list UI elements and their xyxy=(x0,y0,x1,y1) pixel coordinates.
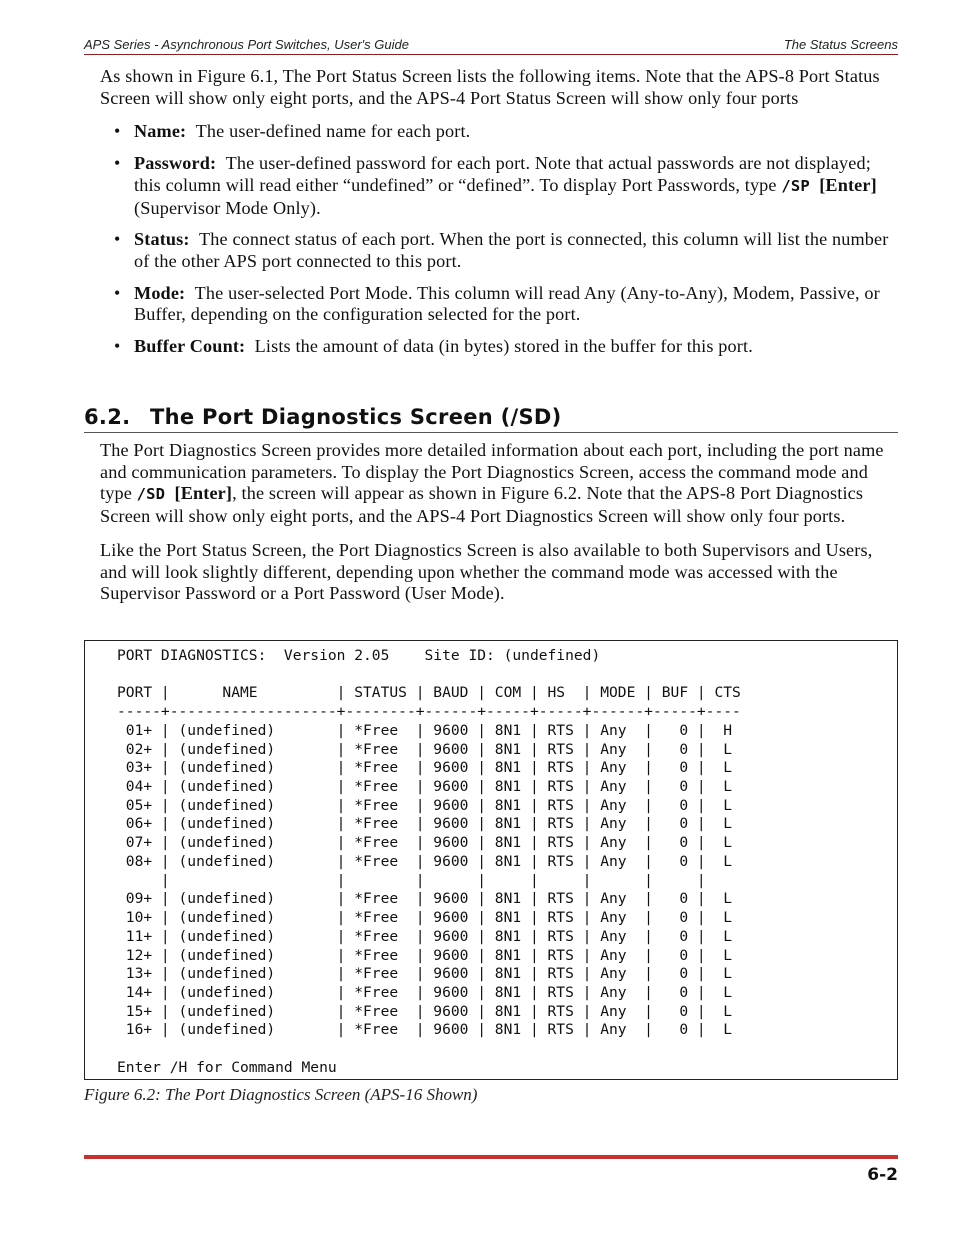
command-sd: /SD xyxy=(136,485,166,504)
desc-name: The user-defined name for each port. xyxy=(195,121,471,142)
intro-paragraph: As shown in Figure 6.1, The Port Status Screen lists the following items. Note that the APS-8 Port Status Screen will show only eight ports, and the APS-4 Port Status Screen will show only four ports xyxy=(100,66,880,108)
command-sp: /SP xyxy=(781,176,810,195)
term-password: Password: xyxy=(134,153,217,174)
desc-password-tail: (Supervisor Mode Only). xyxy=(134,197,321,218)
term-name: Name: xyxy=(134,121,187,142)
bullet-icon: • xyxy=(114,282,121,303)
terminal-screen-text: PORT DIAGNOSTICS: Version 2.05 Site ID: (undefined) PORT | NAME | STATUS | BAUD | COM | HS | MODE | BUF | CTS -----+-------------------+--------+------+-----+-----+------+-----+---- 01+ | (undefined) | *Free | 9600 | 8N1 | RTS | Any | 0 | H 02+ | (undefined) | *Free | 9600 | 8N1 | RTS | Any | 0 | L 03+ | (undefined) | *Free | 9600 | 8N1 | RTS | Any | 0 | L 04+ | (undefined) | *Free | 9600 | 8N1 | RTS | Any | 0 | L 05+ | (undefined) | *Free | 9600 | 8N1 | RTS | Any | 0 | L 06+ | (undefined) | *Free | 9600 | 8N1 | RTS | Any | 0 | L 07+ | (undefined) | *Free | 9600 | 8N1 | RTS | Any | 0 | L 08+ | (undefined) | *Free | 9600 | 8N1 | RTS | Any | 0 | L | | | | | | | | 09+ | (undefined) | *Free | 9600 | 8N1 | RTS | Any | 0 | L 10+ | (undefined) | *Free | 9600 | 8N1 | RTS | Any | 0 | L 11+ | (undefined) | *Free | 9600 | 8N1 | RTS | Any | 0 | L 12+ | (undefined) | *Free | 9600 | 8N1 | RTS | Any | 0 | L 13+ | (undefined) | *Free | 9600 | 8N1 | RTS | Any | 0 | L 14+ | (undefined) | *Free | 9600 | 8N1 | RTS | Any | 0 | L 15+ | (undefined) | *Free | 9600 | 8N1 | RTS | Any | 0 | L 16+ | (undefined) | *Free | 9600 | 8N1 | RTS | Any | 0 | L Enter /H for Command Menu xyxy=(117,647,741,1076)
intro-block xyxy=(100,66,898,368)
desc-buffer-count: Lists the amount of data (in bytes) stored in the buffer for this port. xyxy=(254,336,753,357)
section-heading xyxy=(84,402,898,433)
diagnostics-paragraph-2: Like the Port Status Screen, the Port Diagnostics Screen is also available to both Supervisors and Users, and will look slightly different, depending upon whether the command mode was accessed with the Supervisor Password or a Port Password (User Mode). xyxy=(100,539,873,604)
bullet-icon: • xyxy=(114,336,121,357)
page-number: 6-2 xyxy=(867,1165,898,1185)
list-item-mode xyxy=(100,283,898,326)
para1-tail: , the screen will appear as shown in Figure 6.2. Note that the APS-8 Port Diagnostics Screen will show only eight ports, and the APS-4 Port Diagnostics Screen will show only four ports. xyxy=(100,483,864,527)
desc-status: The connect status of each port. When the port is connected, this column will list the number of the other APS port connected to this port. xyxy=(134,229,889,271)
list-item-name xyxy=(100,121,898,143)
bullet-icon: • xyxy=(114,121,121,142)
section-number: 6.2. xyxy=(84,405,131,429)
list-item-status xyxy=(100,229,898,272)
section-title: The Port Diagnostics Screen (/SD) xyxy=(150,405,562,429)
diagnostics-block xyxy=(100,440,898,617)
bullet-icon: • xyxy=(114,229,121,250)
term-status: Status: xyxy=(134,229,190,250)
desc-password: The user-defined password for each port. Note that actual passwords are not displayed; this column will read either “undefined” or “defined”. To display Port Passwords, type xyxy=(134,153,871,195)
diagnostics-paragraph-1 xyxy=(100,440,898,528)
header-section: The Status Screens xyxy=(783,37,898,52)
para1-text: The Port Diagnostics Screen provides more detailed information about each port, including the port name and communication parameters. To display the Port Diagnostics Screen, access the command mode and type xyxy=(100,440,884,504)
terminal-screen-figure xyxy=(84,640,898,1080)
key-enter: [Enter] xyxy=(174,483,233,504)
list-item-buffer-count xyxy=(100,336,898,358)
bullet-icon: • xyxy=(114,153,121,174)
header-title: APS Series - Asynchronous Port Switches, User's Guide xyxy=(84,37,409,52)
term-buffer-count: Buffer Count: xyxy=(134,336,246,357)
running-header xyxy=(84,36,898,55)
figure-caption: Figure 6.2: The Port Diagnostics Screen (APS-16 Shown) xyxy=(84,1085,478,1104)
desc-mode: The user-selected Port Mode. This column will read Any (Any-to-Any), Modem, Passive, or Buffer, depending on the configuration selected for the port. xyxy=(134,282,880,325)
key-enter: [Enter] xyxy=(819,174,877,195)
footer-rule xyxy=(84,1155,898,1159)
term-mode: Mode: xyxy=(134,282,186,303)
status-items-list xyxy=(100,121,898,357)
list-item-password xyxy=(100,153,898,219)
